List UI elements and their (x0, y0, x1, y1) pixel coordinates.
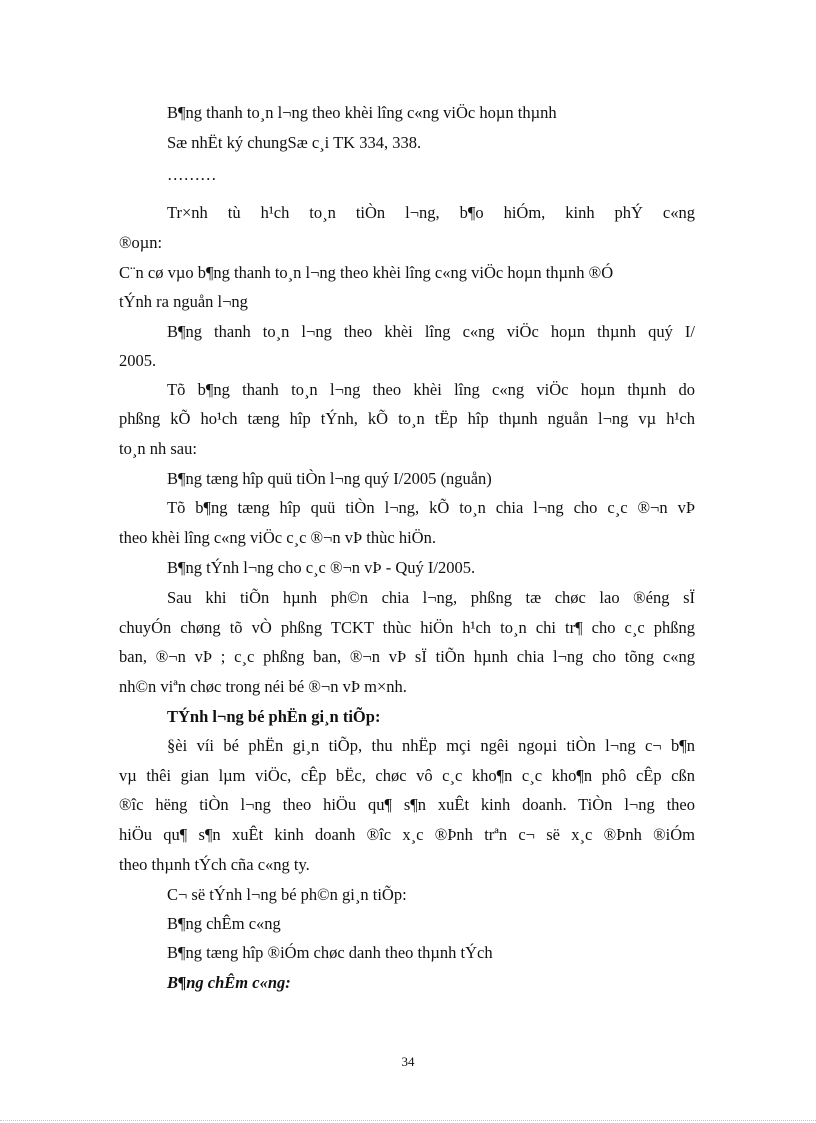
text-line: theo thµnh tÝch cña c«ng ty. (119, 855, 310, 874)
text-line: Sau khi tiÕn hµnh ph©n chia l¬ng, phßng tæ chøc lao ®éng sÏ (167, 588, 695, 607)
text-line: B¶ng thanh to¸n l¬ng theo khèi lîng c«ng viÖc hoµn thµnh quý I/ (167, 322, 695, 341)
text-line: Tr×nh tù h¹ch to¸n tiÒn l¬ng, b¶o hiÓm, kinh phÝ c«ng (167, 203, 695, 222)
text-line: ®oµn: (119, 233, 163, 252)
text-line: ……… (167, 165, 217, 184)
text-line: chuyÓn chøng tõ vÒ phßng TCKT thùc hiÖn h¹ch to¸n chi tr¶ cho c¸c phßng (119, 618, 695, 637)
section-heading: B¶ng chÊm c«ng: (167, 973, 291, 992)
text-line: B¶ng tÝnh l¬ng cho c¸c ®¬n vÞ - Quý I/2005. (167, 558, 476, 577)
text-line: Sæ nhËt ký chungSæ c¸i TK 334, 338. (167, 133, 422, 152)
text-line: B¶ng thanh to¸n l¬ng theo khèi lîng c«ng viÖc hoµn thµnh (167, 103, 557, 122)
text-line: 2005. (119, 351, 157, 370)
text-line: ®îc hëng tiÒn l¬ng theo hiÖu qu¶ s¶n xuÊt kinh doanh. TiÒn l¬ng theo (119, 795, 695, 814)
text-line: tÝnh ra nguån l¬ng (119, 292, 248, 311)
text-line: to¸n nh sau: (119, 439, 197, 458)
text-line: B¶ng tæng hîp ®iÓm chøc danh theo thµnh tÝch (167, 943, 493, 962)
text-line: vµ thêi gian lµm viÖc, cÊp bËc, chøc vô c¸c kho¶n c¸c kho¶n phô cÊp cßn (119, 766, 695, 785)
text-line: C¬ së tÝnh l¬ng bé ph©n gi¸n tiÕp: (167, 885, 407, 904)
text-line: nh©n viªn chøc trong néi bé ®¬n vÞ m×nh. (119, 677, 407, 696)
text-line: §èi víi bé phËn gi¸n tiÕp, thu nhËp mçi ngêi ngoµi tiÒn l¬ng c¬ b¶n (167, 736, 695, 755)
text-line: phßng kÕ ho¹ch tæng hîp tÝnh, kÕ to¸n tËp hîp thµnh nguån l¬ng vµ h¹ch (119, 409, 695, 428)
text-line: C¨n cø vµo b¶ng thanh to¸n l¬ng theo khèi lîng c«ng viÖc hoµn thµnh ®Ó (119, 263, 614, 282)
text-line: Tõ b¶ng thanh to¸n l¬ng theo khèi lîng c«ng viÖc hoµn thµnh do (167, 380, 695, 399)
text-line: hiÖu qu¶ s¶n xuÊt kinh doanh ®îc x¸c ®Þnh trªn c¬ së x¸c ®Þnh ®iÓm (119, 825, 695, 844)
text-line: B¶ng chÊm c«ng (167, 914, 281, 933)
text-line: ban, ®¬n vÞ ; c¸c phßng ban, ®¬n vÞ sÏ tiÕn hµnh chia l¬ng cho tõng c«ng (119, 647, 695, 666)
page-number: 34 (401, 1054, 415, 1069)
text-line: Tõ b¶ng tæng hîp quü tiÒn l¬ng, kÕ to¸n chia l¬ng cho c¸c ®¬n vÞ (167, 498, 695, 517)
section-heading: TÝnh l¬ng bé phËn gi¸n tiÕp: (167, 707, 381, 726)
text-line: theo khèi lîng c«ng viÖc c¸c ®¬n vÞ thùc hiÖn. (119, 528, 436, 547)
text-line: B¶ng tæng hîp quü tiÒn l¬ng quý I/2005 (nguån) (167, 469, 492, 488)
page-bottom-divider (0, 1120, 816, 1121)
